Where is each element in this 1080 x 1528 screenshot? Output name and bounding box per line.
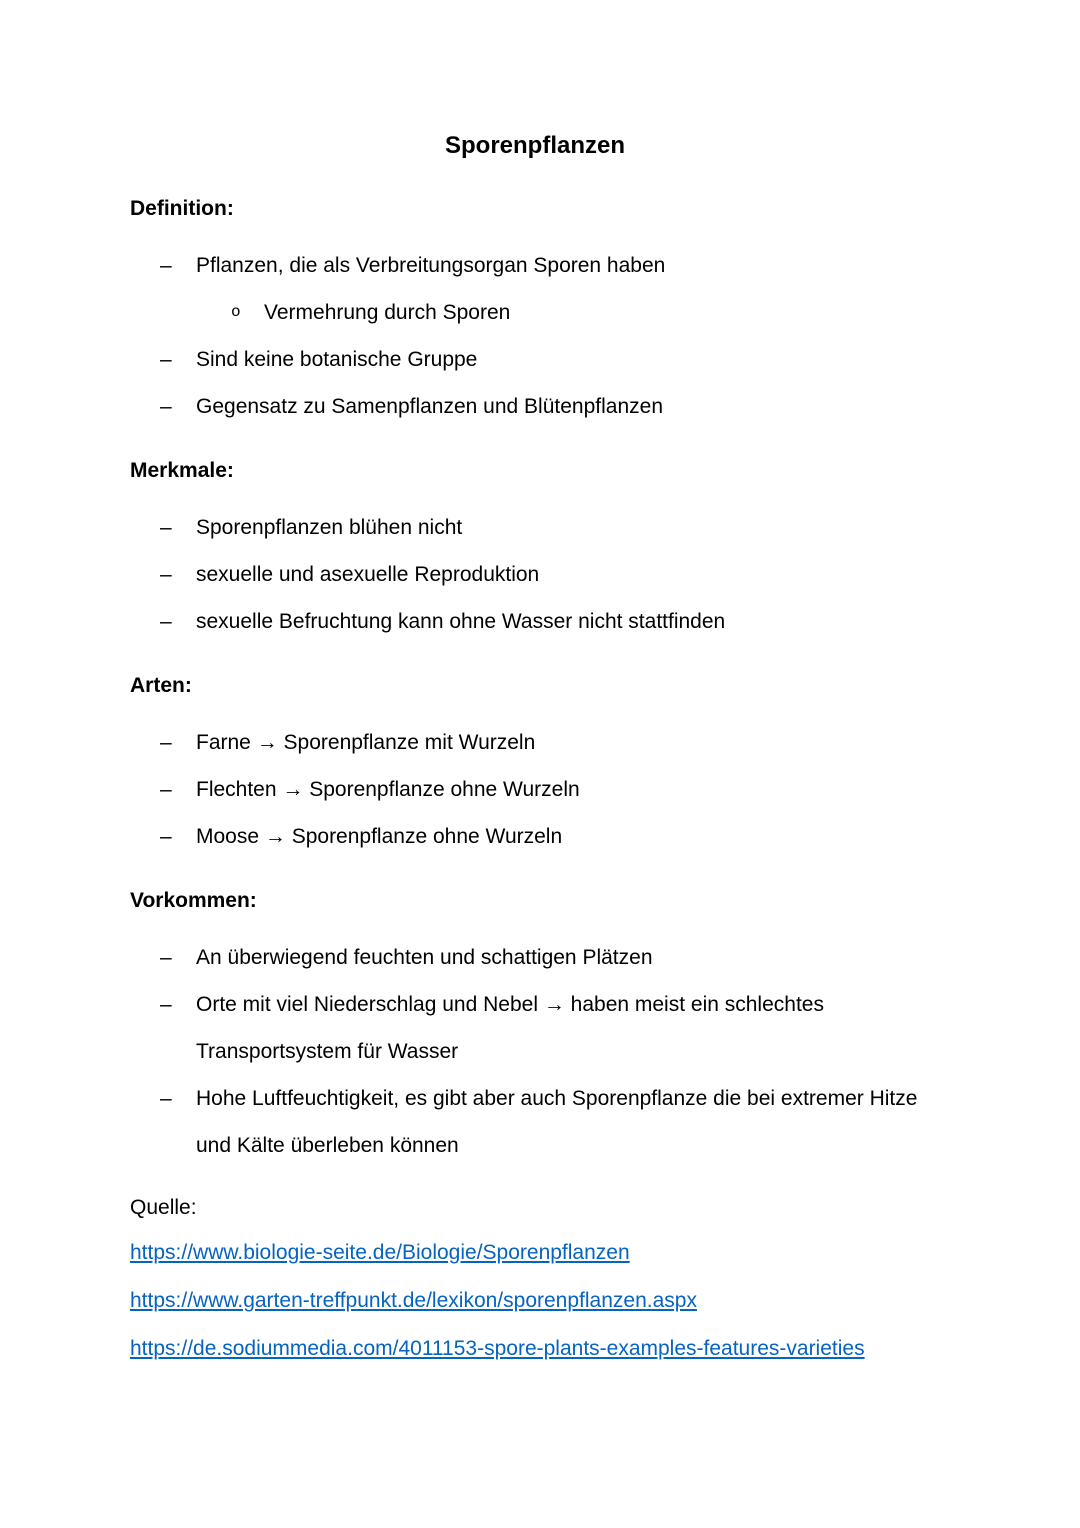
bullet-item — [130, 598, 940, 645]
bullet-text: Farne → Sporenpflanze mit Wurzeln — [196, 731, 536, 754]
bullet-text: Sind keine botanische Gruppe — [196, 348, 478, 371]
bullet-item — [130, 383, 940, 430]
dash-bullet-marker: – — [160, 395, 172, 418]
bullet-text: Gegensatz zu Samenpflanzen und Blütenpflanzen — [196, 395, 663, 418]
section-heading: Arten: — [130, 674, 192, 697]
bullet-item — [130, 551, 940, 598]
section-heading: Merkmale: — [130, 459, 234, 482]
dash-bullet-marker: – — [160, 254, 172, 277]
source-link-biologie-seite[interactable]: https://www.biologie-seite.de/Biologie/Sporenpflanzen — [130, 1241, 630, 1264]
bullet-item — [130, 981, 940, 1075]
dash-bullet-marker: – — [160, 946, 172, 969]
bullet-item — [130, 504, 940, 551]
section-heading: Vorkommen: — [130, 889, 257, 912]
bullet-item — [130, 242, 940, 289]
bullet-list — [130, 242, 940, 430]
bullet-text: Hohe Luftfeuchtigkeit, es gibt aber auch Sporenpflanze die bei extremer Hitze und Kälte überleben können — [196, 1087, 918, 1157]
sources-label: Quelle: — [130, 1196, 197, 1219]
bullet-text: An überwiegend feuchten und schattigen Plätzen — [196, 946, 653, 969]
document-title: Sporenpflanzen — [444, 132, 625, 159]
section-arten — [130, 673, 940, 860]
circle-bullet-marker: o — [231, 303, 241, 321]
dash-bullet-marker: – — [160, 1087, 172, 1110]
bullet-text: Pflanzen, die als Verbreitungsorgan Sporen haben — [196, 254, 666, 277]
section-vorkommen — [130, 888, 940, 1169]
bullet-text: Sporenpflanzen blühen nicht — [196, 516, 463, 539]
sources-section — [130, 1195, 875, 1365]
dash-bullet-marker: – — [160, 610, 172, 633]
bullet-list — [130, 934, 940, 1169]
bullet-item — [130, 719, 940, 766]
bullet-text: Flechten → Sporenpflanze ohne Wurzeln — [196, 778, 580, 801]
bullet-item — [130, 934, 940, 981]
bullet-text: Orte mit viel Niederschlag und Nebel → haben meist ein schlechtes Transportsystem für Wasser — [196, 993, 824, 1063]
section-heading: Definition: — [130, 197, 234, 220]
bullet-text: sexuelle Befruchtung kann ohne Wasser nicht stattfinden — [196, 610, 726, 633]
section-merkmale — [130, 458, 940, 645]
bullet-text: Moose → Sporenpflanze ohne Wurzeln — [196, 825, 563, 848]
bullet-item — [130, 813, 940, 860]
sub-bullet-item — [130, 289, 940, 336]
bullet-item — [130, 336, 940, 383]
bullet-text: Vermehrung durch Sporen — [264, 301, 511, 324]
source-link-garten-treffpunkt[interactable]: https://www.garten-treffpunkt.de/lexikon/sporenpflanzen.aspx — [130, 1289, 697, 1312]
source-link-sodiummedia[interactable]: https://de.sodiummedia.com/4011153-spore-plants-examples-features-varieties — [130, 1337, 865, 1360]
bullet-text: sexuelle und asexuelle Reproduktion — [196, 563, 540, 586]
bullet-list — [130, 504, 940, 645]
dash-bullet-marker: – — [160, 731, 172, 754]
dash-bullet-marker: – — [160, 825, 172, 848]
bullet-item — [130, 1075, 940, 1169]
bullet-item — [130, 766, 940, 813]
dash-bullet-marker: – — [160, 993, 172, 1016]
dash-bullet-marker: – — [160, 563, 172, 586]
section-definition — [130, 196, 940, 430]
dash-bullet-marker: – — [160, 778, 172, 801]
dash-bullet-marker: – — [160, 516, 172, 539]
dash-bullet-marker: – — [160, 348, 172, 371]
bullet-list — [130, 719, 940, 860]
